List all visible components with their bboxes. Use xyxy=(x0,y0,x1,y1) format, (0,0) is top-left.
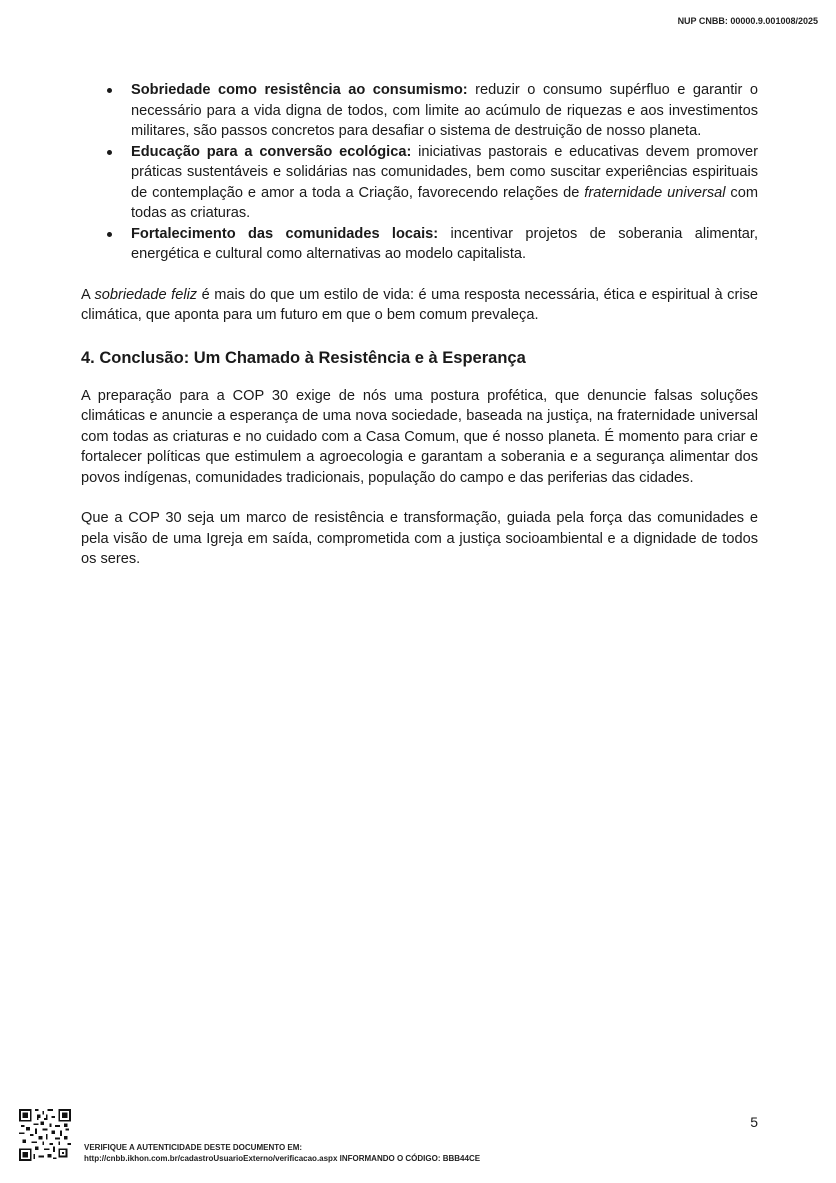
nup-header: NUP CNBB: 00000.9.001008/2025 xyxy=(677,16,818,26)
bullet-text: iniciativas pastorais e educativas devem promover práticas sustentáveis e solidárias nas comunidades, bem como suscitar experiências espirituais de contemplação e amor a toda a Criação, favorecendo relações de xyxy=(131,143,758,201)
bullet-text: reduzir o consumo supérfluo e garantir o necessário para a vida digna de todos, com limite ao acúmulo de riquezas e aos investimentos militares, são passos concretos para desafiar o sistema de destruição de nosso planeta. xyxy=(131,82,758,139)
bullet-icon xyxy=(107,232,112,237)
bullet-icon xyxy=(107,88,112,93)
bullet-title: Sobriedade como resistência ao consumismo: xyxy=(131,82,468,98)
list-item xyxy=(81,142,758,224)
section-heading: 4. Conclusão: Um Chamado à Resistência e à Esperança xyxy=(81,348,526,367)
bullet-italic: fraternidade universal xyxy=(584,184,726,201)
bullet-list xyxy=(81,80,758,265)
page-number: 5 xyxy=(750,1114,758,1130)
verification-notice xyxy=(84,1142,480,1164)
bullet-title: Fortalecimento das comunidades locais: xyxy=(131,225,439,242)
list-item xyxy=(81,80,758,142)
bullet-title: Educação para a conversão ecológica: xyxy=(131,143,412,160)
verification-url: http://cnbb.ikhon.com.br/cadastroUsuarioExterno/verificacao.aspx INFORMANDO O CÓDIGO: BBB44CE xyxy=(84,1154,481,1163)
bullet-text: incentivar projetos de soberania alimentar, energética e cultural como alternativas ao modelo capitalista. xyxy=(131,225,758,262)
verification-label: VERIFIQUE A AUTENTICIDADE DESTE DOCUMENTO EM: xyxy=(84,1143,303,1152)
paragraph-lead: A xyxy=(81,286,95,303)
paragraph-italic: sobriedade feliz xyxy=(94,286,198,303)
bullet-icon xyxy=(107,150,112,155)
qr-code-icon xyxy=(19,1109,71,1161)
list-item xyxy=(81,224,758,265)
document-body xyxy=(81,80,758,570)
bullet-text-after: com todas as criaturas. xyxy=(131,184,759,221)
paragraph-closing: Que a COP 30 seja um marco de resistência e transformação, guiada pela força das comunidades e pela visão de uma Igreja em saída, comprometida com a justiça socioambiental e a dignidade de todos os seres. xyxy=(81,510,758,567)
paragraph-rest: é mais do que um estilo de vida: é uma resposta necessária, ética e espiritual à crise climática, que aponta para um futuro em que o bem comum prevaleça. xyxy=(81,286,758,323)
paragraph-conclusion: A preparação para a COP 30 exige de nós uma postura profética, que denuncie falsas soluções climáticas e anuncie a esperança de uma nova sociedade, baseada na justiça, na fraternidade universal com todas as criaturas e no cuidado com a Casa Comum, que é nosso planeta. É momento para criar e fortalecer políticas que estimulem a agroecologia e garantam a soberania e a segurança alimentar dos povos indígenas, comunidades tradicionais, população do campo e das periferias das cidades. xyxy=(81,387,758,486)
paragraph-sobriedade xyxy=(81,285,758,326)
